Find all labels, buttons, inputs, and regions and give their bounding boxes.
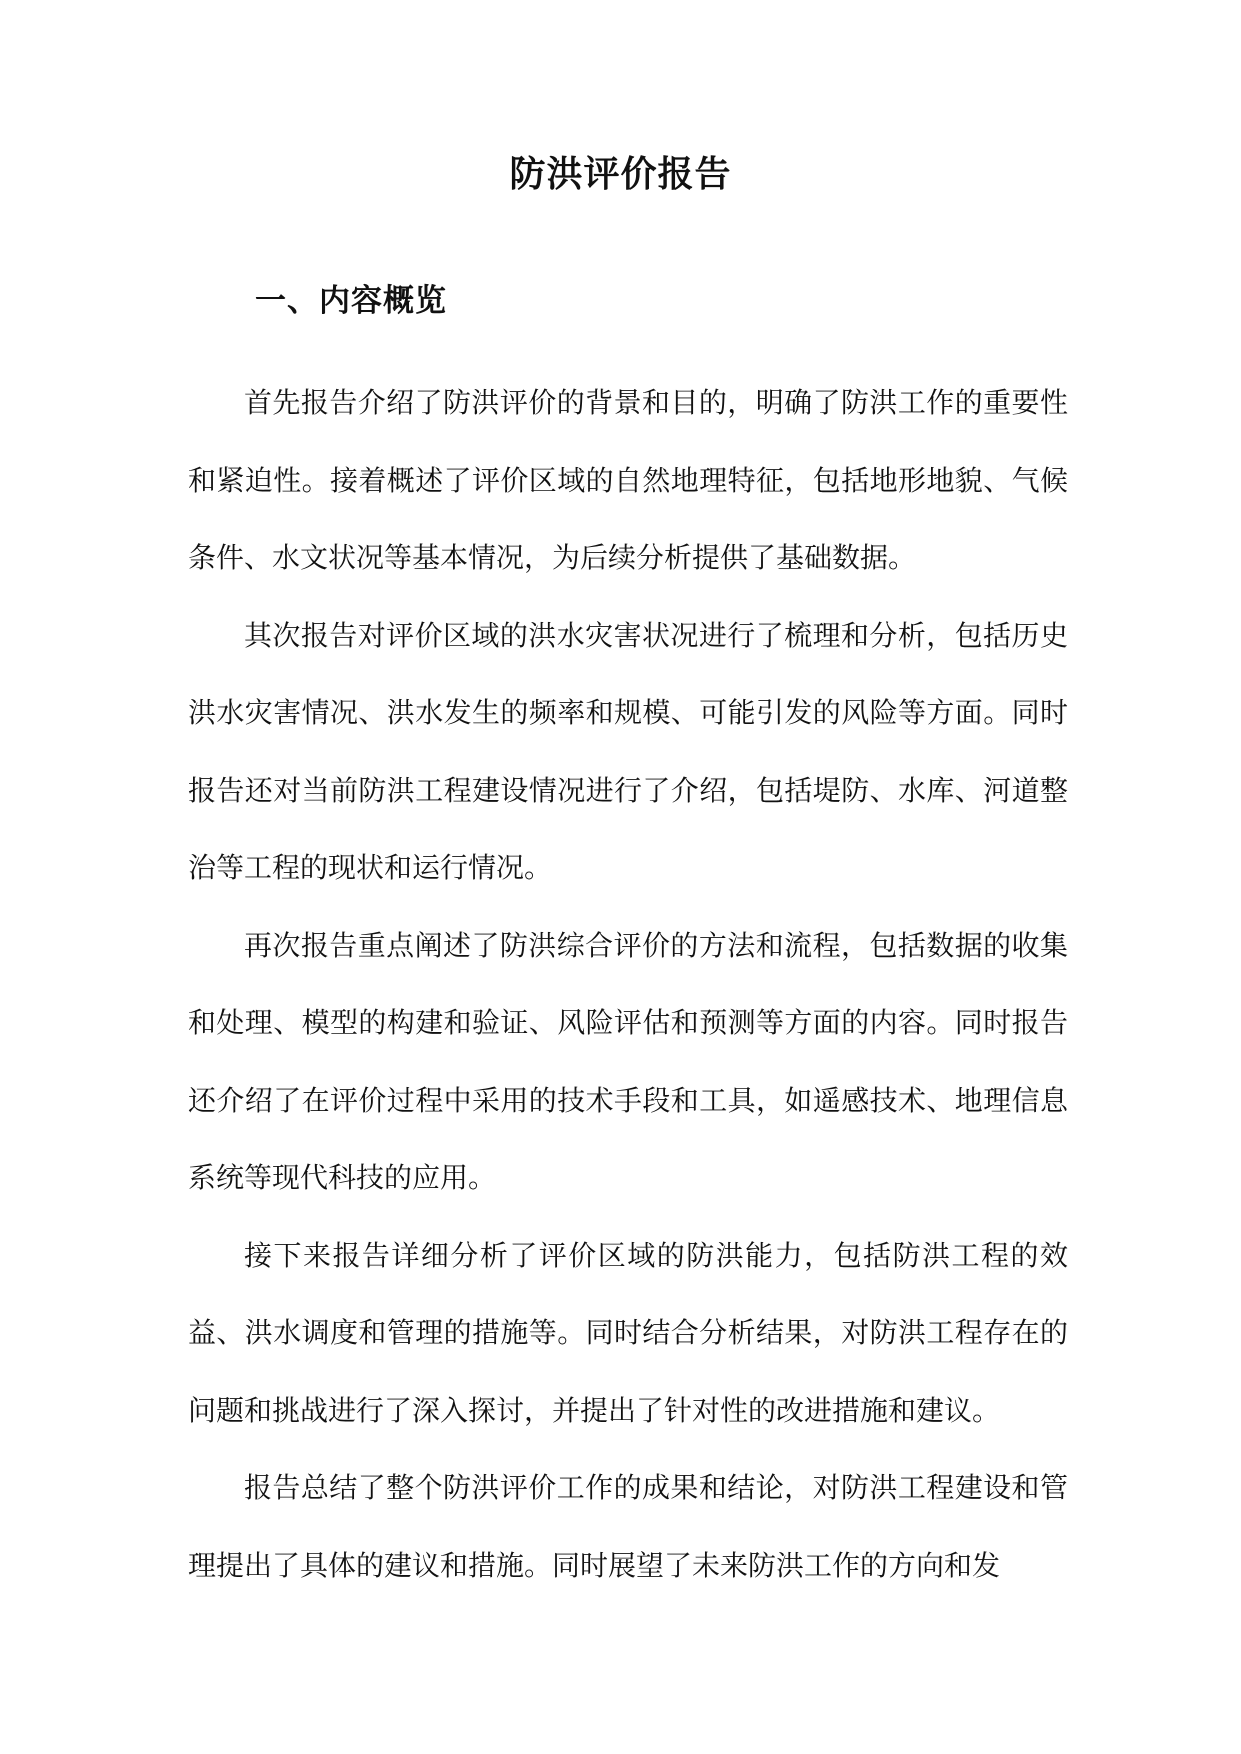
paragraph-5: 报告总结了整个防洪评价工作的成果和结论，对防洪工程建设和管理提出了具体的建议和措施。同时展望了未来防洪工作的方向和发 bbox=[188, 1471, 1068, 1582]
body-text bbox=[188, 364, 1068, 1604]
document-title: 防洪评价报告 bbox=[509, 153, 732, 195]
paragraph-1: 首先报告介绍了防洪评价的背景和目的，明确了防洪工作的重要性和紧迫性。接着概述了评价区域的自然地理特征，包括地形地貌、气候条件、水文状况等基本情况，为后续分析提供了基础数据。 bbox=[188, 386, 1068, 574]
section-heading: 一、内容概览 bbox=[255, 283, 447, 319]
paragraph-4: 接下来报告详细分析了评价区域的防洪能力，包括防洪工程的效益、洪水调度和管理的措施等。同时结合分析结果，对防洪工程存在的问题和挑战进行了深入探讨，并提出了针对性的改进措施和建议。 bbox=[188, 1238, 1068, 1427]
paragraph-2: 其次报告对评价区域的洪水灾害状况进行了梳理和分析，包括历史洪水灾害情况、洪水发生的频率和规模、可能引发的风险等方面。同时报告还对当前防洪工程建设情况进行了介绍，包括堤防、水库、河道整治等工程的现状和运行情况。 bbox=[188, 618, 1068, 884]
paragraph-3: 再次报告重点阐述了防洪综合评价的方法和流程，包括数据的收集和处理、模型的构建和验证、风险评估和预测等方面的内容。同时报告还介绍了在评价过程中采用的技术手段和工具，如遥感技术、地理信息系统等现代科技的应用。 bbox=[188, 928, 1068, 1194]
